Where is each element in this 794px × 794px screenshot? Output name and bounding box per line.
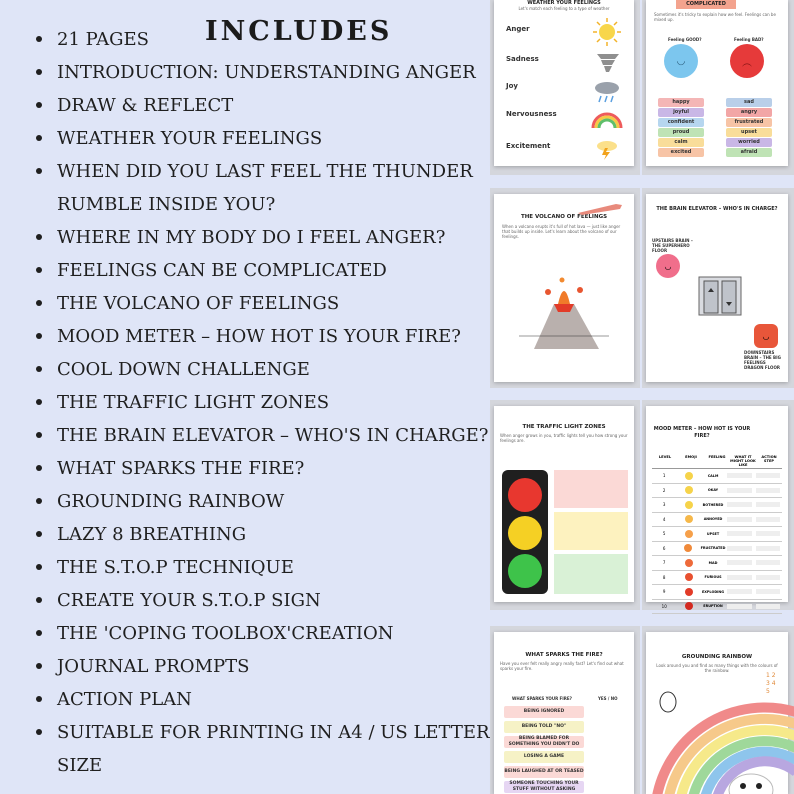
good-feeling-chip: calm (658, 138, 704, 147)
mood-level: 1 (662, 473, 666, 479)
sparks-column-head: WHAT SPARKS YOUR FIRE? (512, 696, 572, 701)
yes-no-head: YES / NO (598, 696, 618, 701)
good-label: Feeling GOOD? (668, 37, 702, 42)
list-item: GROUNDING RAINBOW (30, 485, 490, 518)
list-item: WHEN DID YOU LAST FEEL THE THUNDER (30, 155, 490, 188)
downstairs-label: DOWNSTAIRS BRAIN – THE BIG FEELINGS DRAGON FLOOR (744, 350, 781, 370)
spark-item: SOMEONE TOUCHING YOUR STUFF WITHOUT ASKING (504, 781, 584, 793)
list-item: ACTION PLAN (30, 683, 490, 716)
table-row (652, 498, 782, 513)
preview-weather-page: WEATHER YOUR FEELINGS Let's match each feeling to a type of weather Anger Sadness Joy Nervousness Excitement (494, 0, 634, 166)
preview-title: WHAT SPARKS THE FIRE? (525, 652, 603, 658)
upstairs-label: UPSTAIRS BRAIN – THE SUPERHERO FLOOR (652, 238, 693, 253)
mood-meter-table (652, 454, 782, 614)
spark-item: BEING IGNORED (504, 706, 584, 718)
preview-title: THE TRAFFIC LIGHT ZONES (522, 424, 606, 430)
list-item: THE TRAFFIC LIGHT ZONES (30, 386, 490, 419)
mood-level: 3 (662, 502, 666, 508)
rainbow-icon (593, 114, 621, 128)
lightning-cloud-icon (597, 141, 617, 160)
green-zone-box (554, 554, 628, 594)
list-item: CREATE YOUR S.T.O.P SIGN (30, 584, 490, 617)
mood-header-cell: ACTION STEP (761, 455, 777, 463)
list-item: MOOD METER – HOW HOT IS YOUR FIRE? (30, 320, 490, 353)
mood-feeling: UPSET (706, 531, 720, 536)
page-title: INCLUDES (205, 16, 393, 47)
weather-row-label: Nervousness (506, 110, 557, 118)
bad-feeling-chip: afraid (726, 148, 772, 157)
preview-traffic-page: THE TRAFFIC LIGHT ZONES When anger grows in you, traffic lights tell you how strong your feelings are. (494, 406, 634, 602)
mood-header-cell: WHAT IT MIGHT LOOK LIKE (730, 455, 756, 467)
emoji-face-icon (685, 515, 693, 523)
table-row (652, 600, 782, 615)
happy-face-icon: ◡ (664, 44, 698, 78)
sun-icon (593, 18, 621, 46)
mood-level: 2 (662, 487, 666, 493)
list-item: WEATHER YOUR FEELINGS (30, 122, 490, 155)
weather-row-label: Excitement (506, 142, 551, 150)
superhero-brain-icon: ◡ (656, 254, 680, 278)
includes-list (30, 23, 490, 782)
list-item: LAZY 8 BREATHING (30, 518, 490, 551)
mood-level: 7 (662, 560, 666, 566)
bad-feeling-chip: frustrated (726, 118, 772, 127)
preview-title: THE BRAIN ELEVATOR – WHO'S IN CHARGE? (656, 206, 778, 212)
mood-feeling: CALM (707, 473, 719, 478)
good-feeling-chip: happy (658, 98, 704, 107)
preview-rainbow-page: GROUNDING RAINBOW Look around you and find as many things with the colours of the rainbow. 1 2 3 4 5 (646, 632, 788, 794)
good-feeling-chip: proud (658, 128, 704, 137)
list-item: THE BRAIN ELEVATOR – WHO'S IN CHARGE? (30, 419, 490, 452)
weather-row-label: Joy (506, 82, 518, 90)
table-row (652, 484, 782, 499)
preview-mood-page (646, 406, 788, 609)
good-feeling-chip: confident (658, 118, 704, 127)
table-row (652, 571, 782, 586)
mood-feeling: EXPLODING (701, 589, 725, 594)
mood-feeling: ERUPTION (703, 604, 723, 609)
list-item: THE S.T.O.P TECHNIQUE (30, 551, 490, 584)
list-item: FEELINGS CAN BE COMPLICATED (30, 254, 490, 287)
good-feeling-chip: joyful (658, 108, 704, 117)
bad-feeling-chip: upset (726, 128, 772, 137)
table-row (652, 469, 782, 484)
preview-elevator-page (646, 194, 788, 382)
preview-title: THE VOLCANO OF FEELINGS (520, 214, 608, 220)
bad-feeling-chip: angry (726, 108, 772, 117)
list-item: INTRODUCTION: UNDERSTANDING ANGER (30, 56, 490, 89)
mood-feeling: FRUSTRATED (700, 546, 726, 551)
mood-feeling: ANNOYED (703, 517, 723, 522)
red-zone-box (554, 470, 628, 508)
mood-feeling: FURIOUS (704, 575, 722, 580)
list-item-continuation: SIZE (57, 755, 103, 776)
tornado-icon (597, 54, 619, 72)
angry-face-icon: ︵ (730, 44, 764, 78)
mood-header-cell: FEELING (708, 455, 726, 459)
mood-header-cell: LEVEL (658, 455, 672, 459)
mood-level: 5 (662, 531, 666, 537)
table-row (652, 585, 782, 600)
bad-feeling-chip: sad (726, 98, 772, 107)
weather-icons (589, 18, 629, 158)
pencil-icon (576, 200, 626, 212)
mood-level: 10 (661, 603, 667, 609)
table-row (652, 513, 782, 528)
red-light-face-icon (508, 478, 542, 512)
preview-title: MOOD METER – HOW HOT IS YOUR FIRE? (653, 426, 751, 439)
dragon-icon: ◡ (754, 324, 778, 348)
emoji-face-icon (684, 544, 692, 552)
mood-level: 8 (662, 574, 666, 580)
rain-cloud-icon (595, 82, 619, 102)
weather-row-label: Sadness (506, 55, 539, 63)
table-row (652, 527, 782, 542)
weather-row-label: Anger (506, 25, 530, 33)
mood-level: 4 (662, 516, 666, 522)
green-light-face-icon (508, 554, 542, 588)
table-row (652, 556, 782, 571)
yellow-light-face-icon (508, 516, 542, 550)
spark-item: LOSING A GAME (504, 751, 584, 763)
emoji-face-icon (685, 472, 693, 480)
spark-item: BEING LAUGHED AT OR TEASED (504, 766, 584, 778)
list-item-continuation: RUMBLE INSIDE YOU? (57, 194, 276, 215)
list-item: THE VOLCANO OF FEELINGS (30, 287, 490, 320)
bad-feeling-chip: worried (726, 138, 772, 147)
bad-label: Feeling BAD? (734, 37, 764, 42)
volcano-illustration (514, 274, 614, 374)
emoji-face-icon (685, 486, 693, 494)
mood-feeling: BOTHERED (702, 502, 724, 507)
yellow-zone-box (554, 512, 628, 550)
list-item: COOL DOWN CHALLENGE (30, 353, 490, 386)
good-feeling-chip: excited (658, 148, 704, 157)
preview-title: WEATHER YOUR FEELINGS (527, 0, 601, 6)
mood-level: 6 (662, 545, 666, 551)
preview-volcano-page: THE VOLCANO OF FEELINGS When a volcano erupts it's full of hot lava — just like anger that builds up inside. Let's learn about the volcano of our feelings. (494, 194, 634, 382)
emoji-face-icon (685, 602, 693, 610)
emoji-face-icon (685, 530, 693, 538)
spark-item: BEING TOLD "NO" (504, 721, 584, 733)
preview-complicated-page: COMPLICATED Sometimes it's tricky to explain how we feel. Feelings can be mixed up. Feeling GOOD? Feeling BAD? ◡ ︵ happy joyful confident proud calm excited sad angry frustrated upset worried afraid (646, 0, 788, 166)
emoji-face-icon (685, 559, 693, 567)
emoji-face-icon (685, 501, 693, 509)
emoji-face-icon (685, 588, 693, 596)
elevator-icon (698, 276, 742, 316)
traffic-light-icon (502, 470, 548, 594)
list-item: JOURNAL PROMPTS (30, 650, 490, 683)
list-item: 21 PAGES (30, 23, 490, 56)
spark-item: BEING BLAMED FOR SOMETHING YOU DIDN'T DO (504, 736, 584, 748)
table-row (652, 542, 782, 557)
mood-header-cell: EMOJI (685, 455, 697, 459)
list-item: THE 'COPING TOOLBOX'CREATION (30, 617, 490, 650)
list-item: WHERE IN MY BODY DO I FEEL ANGER? (30, 221, 490, 254)
mood-level: 9 (662, 589, 666, 595)
preview-sparks-page: WHAT SPARKS THE FIRE? Have you ever felt really angry really fast? Let's find out what sparks your fire. WHAT SPARKS YOUR FIRE? YES / NO BEING IGNORED BEING TOLD "NO" BEING BLAMED FOR SOMETHING YOU DIDN'T DO LOSING A GAME BEING LAUGHED AT OR TEASED SOMEONE TOUCHING YOUR STUFF WITHOUT ASKING (494, 632, 634, 794)
preview-title: COMPLICATED (686, 1, 726, 7)
preview-title: GROUNDING RAINBOW (681, 654, 753, 660)
list-item: WHAT SPARKS THE FIRE? (30, 452, 490, 485)
list-item: DRAW & REFLECT (30, 89, 490, 122)
mood-feeling: OKAY (707, 488, 719, 493)
list-item: SUITABLE FOR PRINTING IN A4 / US LETTER (30, 716, 490, 749)
emoji-face-icon (685, 573, 693, 581)
rainbow-numbers: 1 2 3 4 5 (766, 672, 776, 695)
mood-feeling: MAD (708, 560, 718, 565)
